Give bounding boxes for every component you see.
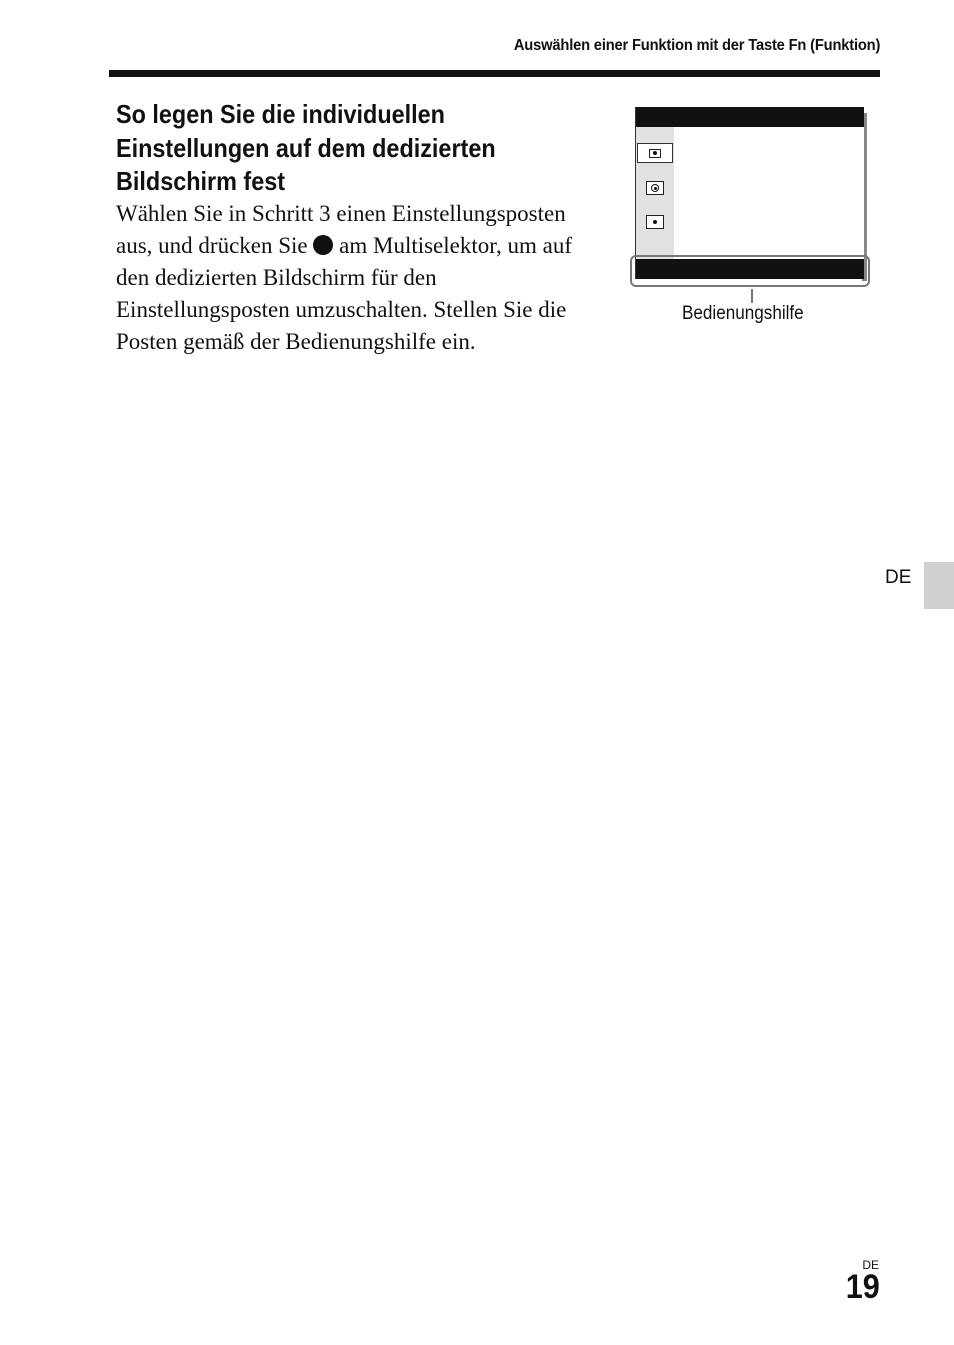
camera-screen-illustration (635, 107, 864, 279)
body-text-part-2: am Multiselektor, um auf den dedizierten Bildschirm für den Einstellungsposten umzuschalten. Stellen Sie die Posten gemäß der Bedienungshilfe ein. (116, 233, 573, 354)
page-number: 19 (845, 1268, 880, 1306)
section-heading: So legen Sie die individuellen Einstellungen auf dem dedizierten Bildschirm fest (116, 99, 496, 196)
callout-label: Bedienungshilfe (682, 303, 804, 324)
running-header: Auswählen einer Funktion mit der Taste Fn (Funktion) (513, 37, 880, 54)
language-tab-label: DE (885, 567, 912, 588)
body-paragraph (116, 198, 586, 358)
page-language-code: DE (862, 1258, 879, 1272)
screen-title-bar (636, 107, 864, 127)
center-button-icon (313, 235, 333, 255)
multi-segment-metering-icon (637, 143, 673, 163)
body-text-part-1: Wählen Sie in Schritt 3 einen Einstellungsposten aus, und drücken Sie (116, 201, 566, 258)
callout-leader-line (751, 289, 753, 303)
center-weighted-metering-icon (646, 181, 664, 195)
guide-highlight-frame (630, 255, 870, 287)
spot-metering-icon (646, 215, 664, 229)
header-rule (109, 70, 880, 77)
language-tab (924, 562, 954, 609)
